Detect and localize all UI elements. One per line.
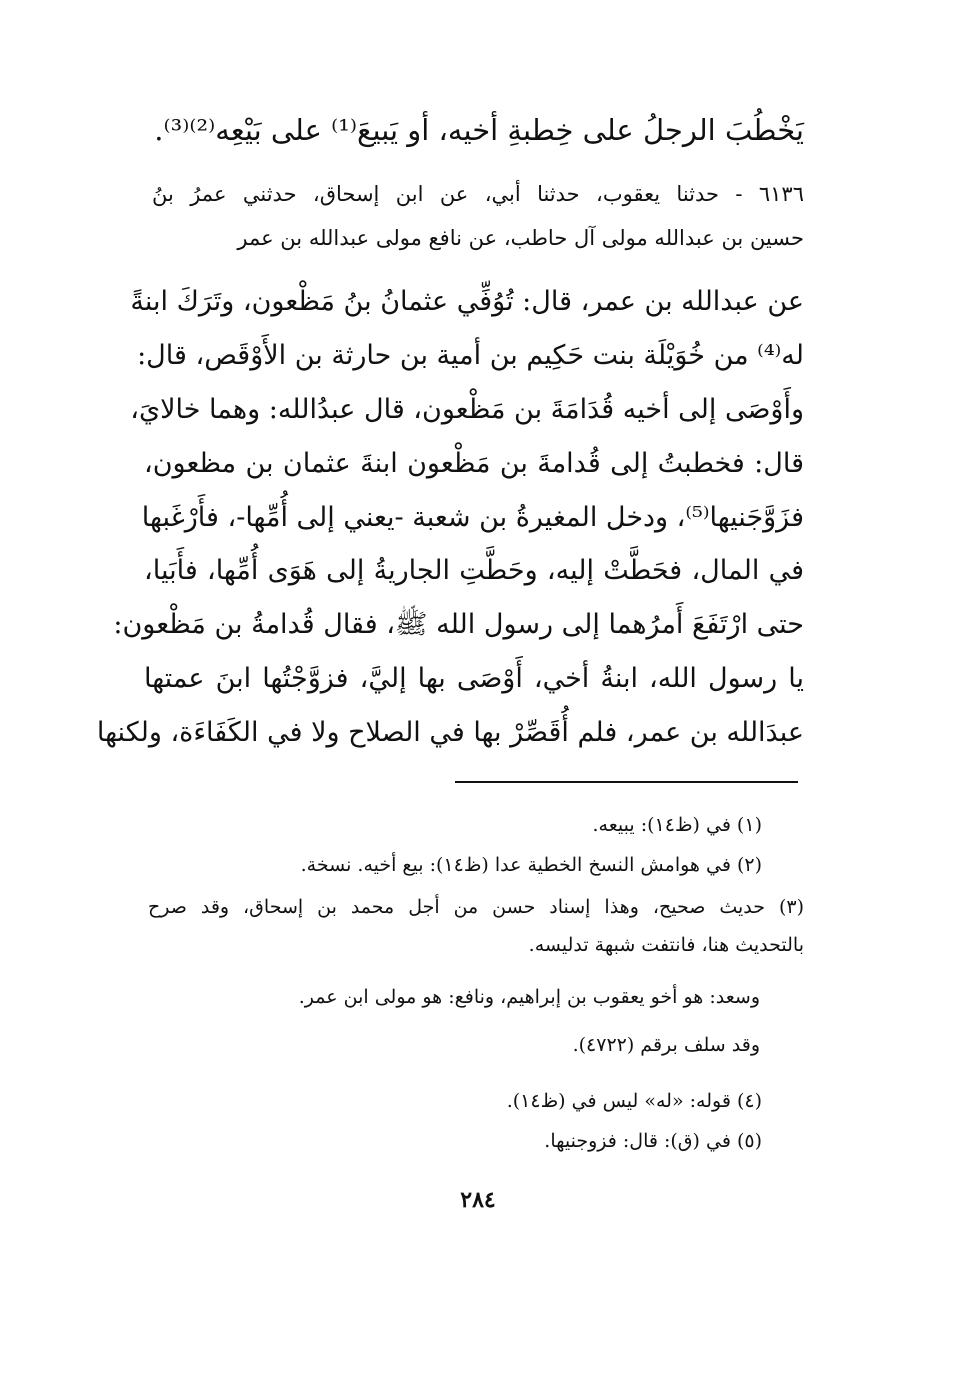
footnote-3-line-1: (٣) حديث صحيح، وهذا إسناد حسن من أجل محمد بن إسحاق، وقد صرح [148, 896, 804, 918]
footnote-separator [455, 781, 798, 783]
isnad-line-2: حسين بن عبدالله مولى آل حاطب، عن نافع مولى عبدالله بن عمر [237, 226, 804, 250]
footnote-3-line-2: بالتحديث هنا، فانتفت شبهة تدليسه. [528, 934, 804, 956]
body-line-8: يا رسول الله، ابنةُ أخي، أَوْصَى بها إليَّ، فزوَّجْتُها ابنَ عمتها [144, 663, 804, 694]
footnote-1: (١) في (ظ١٤): يبيعه. [592, 814, 762, 836]
page-number: ٢٨٤ [460, 1187, 496, 1213]
body-line-4: قال: فخطبتُ إلى قُدامةَ بن مَظْعون ابنةَ عثمان بن مظعون، [144, 448, 804, 479]
footnote-3-line-3: وسعد: هو أخو يعقوب بن إبراهيم، ونافع: هو مولى ابن عمر. [298, 986, 760, 1008]
footnote-4: (٤) قوله: «له» ليس في (ظ١٤). [506, 1090, 762, 1112]
body-line-6: في المال، فحَطَّتْ إليه، وحَطَّتِ الجاريةُ إلى هَوَى أُمِّها، فأَبَيا، [144, 555, 804, 586]
footnote-2: (٢) في هوامش النسخ الخطية عدا (ظ١٤): بيع أخيه. نسخة. [300, 854, 762, 876]
body-line-2: له⁽⁴⁾ من خُوَيْلَة بنت حَكِيم بن أمية بن حارثة بن الأَوْقَص، قال: [137, 340, 804, 371]
body-line-7: حتى ارْتَفَعَ أَمرُهما إلى رسول الله ﷺ، فقال قُدامةُ بن مَظْعون: [113, 609, 804, 640]
body-line-5: فزَوَّجَنيها⁽⁵⁾، ودخل المغيرةُ بن شعبة -يعني إلى أُمِّها-، فأَرْغَبها [141, 502, 804, 533]
isnad-line-1: ٦١٣٦ - حدثنا يعقوب، حدثنا أبي، عن ابن إسحاق، حدثني عمرُ بنُ [152, 182, 804, 206]
footnote-5: (٥) في (ق): قال: فزوجنيها. [544, 1130, 762, 1152]
body-line-1: عن عبدالله بن عمر، قال: تُوُفِّي عثمانُ بنُ مَظْعون، وتَرَكَ ابنةً [130, 286, 804, 317]
body-line-9: عبدَالله بن عمر، فلم أُقَصِّرْ بها في الصلاح ولا في الكَفَاءَة، ولكنها [96, 717, 804, 748]
main-text-top-line: يَخْطُبَ الرجلُ على خِطبةِ أخيه، أو يَبيعَ⁽¹⁾ على بَيْعِه⁽²⁾⁽³⁾. [154, 113, 804, 147]
body-line-3: وأَوْصَى إلى أخيه قُدَامَةَ بن مَظْعون، قال عبدُالله: وهما خالايَ، [130, 394, 804, 425]
footnote-3-line-4: وقد سلف برقم (٤٧٢٢). [572, 1034, 760, 1056]
